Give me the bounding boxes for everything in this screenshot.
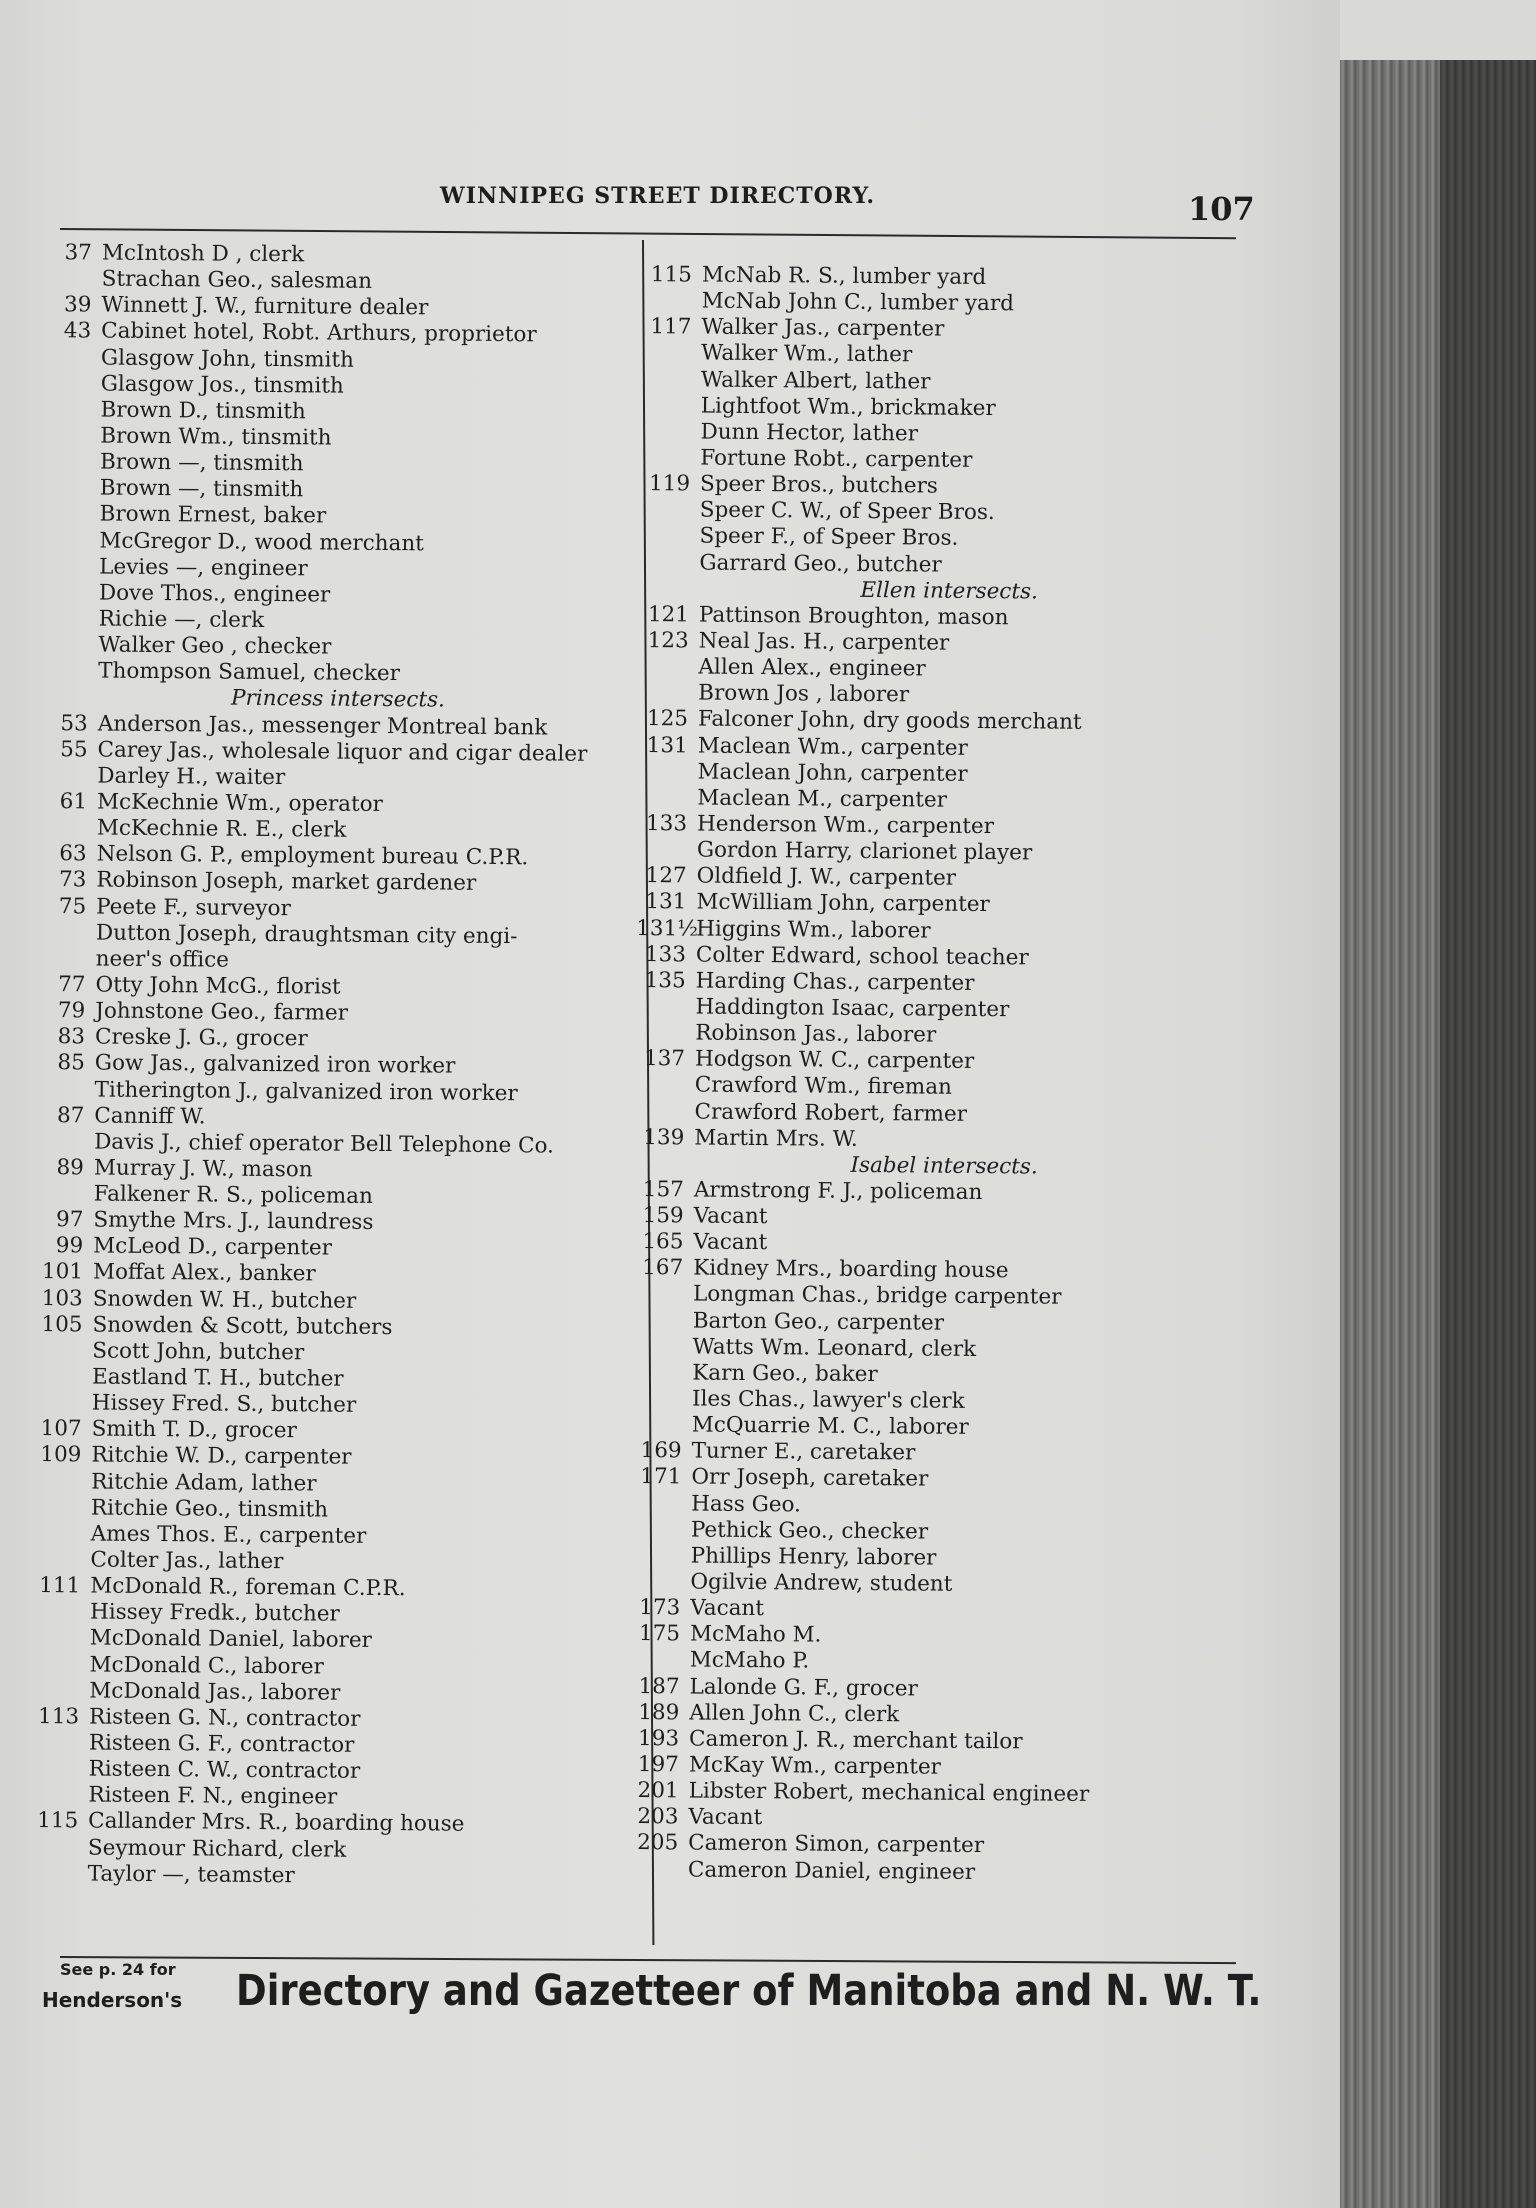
house-number: 127	[645, 863, 687, 889]
house-number: 133	[645, 811, 688, 837]
house-number	[28, 1835, 88, 1862]
house-number	[632, 1360, 692, 1387]
directory-entry	[28, 1861, 628, 1892]
directory-entry	[639, 550, 1259, 582]
footer-see-reference: See p. 24 for	[60, 1960, 176, 1979]
house-number	[638, 680, 698, 707]
resident-entry: Levies —, engineer	[99, 554, 308, 582]
resident-entry: Seymour Richard, clerk	[87, 1835, 347, 1863]
footer-advertisement-title: Directory and Gazetteer of Manitoba and N. W. T.	[236, 1966, 1262, 2016]
resident-entry: Robinson Jas., laborer	[695, 1020, 937, 1048]
house-number	[642, 288, 702, 315]
house-number	[635, 1072, 695, 1099]
resident-entry: McNab R. S., lumber yard	[701, 262, 987, 291]
footer-publisher: Henderson's	[42, 1988, 183, 2012]
page-number: 107	[1188, 190, 1255, 228]
house-number: 173	[639, 1595, 681, 1621]
resident-entry: Risteen G. F., contractor	[88, 1730, 355, 1758]
resident-entry: Longman Chas., bridge carpenter	[692, 1281, 1062, 1311]
resident-entry: Falkener R. S., policeman	[93, 1181, 373, 1209]
house-number: 137	[643, 1046, 686, 1072]
resident-entry: Peete F., surveyor	[96, 894, 291, 921]
resident-entry: Brown D., tinsmith	[100, 397, 306, 425]
house-number: 75	[58, 893, 87, 919]
intersection-heading: Isabel intersects.	[850, 1152, 1038, 1180]
resident-entry: Ritchie Adam, lather	[91, 1469, 317, 1497]
house-number: 61	[59, 789, 88, 815]
resident-entry: Lightfoot Wm., brickmaker	[700, 393, 996, 421]
resident-entry: Johnstone Geo., farmer	[95, 998, 349, 1026]
house-number	[41, 371, 101, 398]
house-number	[40, 449, 100, 476]
resident-entry: Hodgson W. C., carpenter	[694, 1046, 975, 1075]
house-number	[637, 837, 697, 864]
house-number	[31, 1495, 91, 1522]
resident-entry: Walker Albert, lather	[700, 367, 931, 395]
resident-entry: Ogilvie Andrew, student	[690, 1569, 953, 1597]
house-number	[39, 580, 99, 607]
resident-entry: Scott John, butcher	[92, 1338, 305, 1366]
resident-entry: Callander Mrs. R., boarding house	[88, 1808, 465, 1838]
house-number: 99	[55, 1233, 84, 1259]
resident-entry: Neal Jas. H., carpenter	[698, 628, 950, 656]
house-number: 193	[637, 1725, 680, 1752]
resident-entry: Risteen G. N., contractor	[89, 1704, 361, 1732]
house-number	[640, 445, 700, 472]
resident-entry: Speer F., of Speer Bros.	[699, 523, 959, 552]
house-number	[40, 397, 100, 424]
resident-entry: Cabinet hotel, Robt. Arthurs, proprietor	[101, 318, 537, 348]
resident-entry: Colter Jas., lather	[90, 1547, 284, 1575]
house-number	[633, 1281, 693, 1308]
house-number	[631, 1491, 691, 1518]
resident-entry: Harding Chas., carpenter	[695, 968, 975, 996]
house-number	[630, 1569, 690, 1596]
resident-entry: Davis J., chief operator Bell Telephone Co.	[94, 1129, 555, 1159]
house-number: 131½	[636, 915, 699, 942]
resident-entry: Anderson Jas., messenger Montreal bank	[97, 711, 548, 740]
house-number	[32, 1390, 92, 1417]
resident-entry: Carey Jas., wholesale liquor and cigar dealer	[97, 737, 588, 767]
resident-entry: Taylor —, teamster	[87, 1861, 295, 1888]
house-number	[29, 1652, 89, 1679]
resident-entry: Gordon Harry, clarionet player	[696, 837, 1033, 866]
resident-entry: Iles Chas., lawyer's clerk	[691, 1386, 965, 1414]
resident-entry: McKechnie Wm., operator	[96, 789, 384, 817]
resident-entry: Cameron J. R., merchant tailor	[689, 1726, 1023, 1755]
house-number	[41, 345, 101, 372]
house-number: 43	[63, 318, 92, 344]
resident-entry: Cameron Daniel, engineer	[687, 1857, 976, 1885]
house-number: 73	[58, 867, 87, 893]
resident-entry: Armstrong F. J., policeman	[693, 1177, 983, 1205]
house-number: 119	[648, 471, 691, 497]
house-number: 115	[37, 1808, 79, 1834]
resident-entry: Orr Joseph, caretaker	[691, 1464, 929, 1493]
house-number: 109	[40, 1442, 82, 1468]
resident-entry: Thompson Samuel, checker	[98, 658, 401, 687]
house-number: 131	[645, 889, 687, 915]
house-number	[632, 1334, 692, 1361]
resident-entry: Speer C. W., of Speer Bros.	[699, 497, 995, 526]
resident-entry: Hissey Fredk., butcher	[89, 1599, 340, 1627]
house-number	[30, 1625, 90, 1652]
resident-entry: Vacant	[690, 1595, 765, 1622]
house-number	[39, 554, 99, 581]
house-number	[638, 654, 698, 681]
house-number: 39	[63, 292, 92, 318]
resident-entry: McDonald Daniel, laborer	[89, 1625, 373, 1654]
resident-entry: Crawford Robert, farmer	[694, 1098, 968, 1127]
resident-entry: Smith T. D., grocer	[91, 1416, 297, 1444]
house-number	[34, 1076, 94, 1103]
resident-entry: Kidney Mrs., boarding house	[693, 1255, 1009, 1284]
resident-entry: Walker Jas., carpenter	[701, 314, 945, 342]
house-number	[628, 1857, 688, 1884]
house-number: 167	[642, 1255, 684, 1281]
house-number	[42, 266, 102, 293]
house-number: 103	[41, 1285, 83, 1312]
house-number: 197	[637, 1752, 679, 1778]
house-number	[637, 785, 697, 812]
house-number: 107	[40, 1416, 82, 1442]
resident-entry: McDonald R., foreman C.P.R.	[90, 1573, 406, 1602]
house-number	[29, 1730, 89, 1757]
house-number: 37	[64, 240, 92, 266]
house-number	[29, 1756, 89, 1783]
resident-entry: Maclean M., carpenter	[697, 785, 948, 813]
house-number: 139	[643, 1124, 685, 1151]
resident-entry: Brown —, tinsmith	[99, 449, 304, 477]
resident-entry: McMaho M.	[689, 1621, 822, 1648]
resident-entry: Barton Geo., carpenter	[692, 1308, 945, 1336]
house-number	[632, 1412, 692, 1439]
resident-entry: Haddington Isaac, carpenter	[695, 994, 1010, 1023]
house-number	[38, 632, 98, 659]
resident-entry: Dove Thos., engineer	[98, 580, 331, 608]
house-number: 201	[637, 1778, 679, 1804]
house-number: 105	[41, 1311, 83, 1338]
house-number: 121	[647, 601, 690, 628]
resident-entry: Hass Geo.	[691, 1491, 802, 1518]
house-number	[640, 497, 700, 524]
house-number: 55	[60, 736, 88, 763]
resident-entry: Gow Jas., galvanized iron worker	[94, 1050, 456, 1079]
house-number	[40, 475, 100, 502]
resident-entry: Risteen C. W., contractor	[88, 1756, 361, 1784]
house-number: 171	[640, 1464, 682, 1490]
house-number	[640, 419, 700, 446]
resident-entry: Speer Bros., butchers	[699, 471, 938, 499]
house-number: 187	[638, 1673, 680, 1699]
house-number	[28, 1861, 88, 1888]
house-number: 79	[57, 998, 86, 1024]
house-number	[39, 501, 99, 528]
resident-entry: Moffat Alex., banker	[92, 1259, 316, 1287]
resident-entry: Vacant	[693, 1229, 768, 1256]
resident-entry: Glasgow Jos., tinsmith	[100, 371, 344, 399]
house-number	[40, 423, 100, 450]
resident-entry: Brown —, tinsmith	[99, 475, 304, 503]
house-number: 175	[638, 1621, 681, 1647]
house-number: 157	[642, 1176, 685, 1203]
house-number	[639, 550, 699, 577]
directory-entry	[628, 1857, 1248, 1889]
resident-entry: Smythe Mrs. J., laundress	[93, 1207, 374, 1236]
resident-entry: Glasgow John, tinsmith	[100, 345, 354, 373]
house-number: 97	[55, 1207, 84, 1233]
intersection-heading: Ellen intersects.	[860, 577, 1039, 605]
house-number	[641, 340, 701, 367]
resident-entry: McNab John C., lumber yard	[701, 288, 1015, 317]
house-number: 169	[640, 1438, 682, 1464]
house-number	[631, 1543, 691, 1570]
house-number: 89	[56, 1155, 85, 1181]
resident-entry: Allen Alex., engineer	[698, 654, 926, 682]
resident-entry: Maclean Wm., carpenter	[697, 733, 968, 761]
resident-entry: Colter Edward, school teacher	[695, 942, 1029, 971]
resident-entry: Canniff W.	[94, 1103, 206, 1130]
resident-entry: Martin Mrs. W.	[694, 1125, 858, 1152]
house-number: 53	[60, 710, 88, 736]
intersection-heading: Princess intersects.	[230, 686, 446, 713]
resident-entry: Ritchie Geo., tinsmith	[90, 1495, 329, 1523]
resident-entry: Pethick Geo., checker	[690, 1517, 929, 1545]
resident-entry: Fortune Robt., carpenter	[700, 445, 973, 473]
house-number	[31, 1469, 91, 1496]
house-number	[39, 528, 99, 555]
resident-entry: Creske J. G., grocer	[94, 1024, 308, 1052]
house-number: 125	[646, 706, 689, 732]
house-number: 131	[646, 732, 688, 758]
book-cover-edge	[1440, 60, 1536, 2208]
resident-entry: Brown Ernest, baker	[99, 501, 327, 529]
resident-entry: Falconer John, dry goods merchant	[697, 706, 1082, 736]
resident-entry: Titherington J., galvanized iron worker	[94, 1076, 518, 1106]
resident-entry: Risteen F. N., engineer	[88, 1782, 338, 1810]
house-number	[30, 1599, 90, 1626]
resident-entry: Strachan Geo., salesman	[101, 266, 373, 295]
resident-entry: Lalonde G. F., grocer	[689, 1674, 918, 1702]
house-number	[641, 367, 701, 394]
resident-entry: Winnett J. W., furniture dealer	[101, 292, 429, 321]
resident-entry: Robinson Joseph, market gardener	[96, 867, 477, 897]
resident-entry: Garrard Geo., butcher	[699, 550, 942, 578]
resident-entry: Snowden W. H., butcher	[92, 1286, 357, 1314]
directory-entry	[634, 1125, 1254, 1157]
resident-entry: McDonald Jas., laborer	[89, 1678, 341, 1706]
resident-entry: Oldfield J. W., carpenter	[696, 863, 957, 891]
house-number: 101	[41, 1259, 84, 1285]
page-title: WINNIPEG STREET DIRECTORY.	[440, 183, 875, 209]
resident-entry: McGregor D., wood merchant	[99, 528, 424, 556]
house-number: 159	[642, 1203, 684, 1229]
house-number: 189	[638, 1699, 680, 1726]
house-number	[637, 759, 697, 786]
resident-entry: McDonald C., laborer	[89, 1652, 324, 1680]
resident-entry: Maclean John, carpenter	[697, 759, 968, 787]
house-number: 205	[637, 1830, 679, 1856]
resident-entry: Hissey Fred. S., butcher	[91, 1390, 357, 1418]
resident-entry: McKechnie R. E., clerk	[96, 815, 347, 843]
resident-entry: Brown Jos , laborer	[698, 680, 910, 708]
house-number	[32, 1364, 92, 1391]
resident-entry: Pattinson Broughton, mason	[698, 602, 1009, 631]
resident-entry: McQuarrie M. C., laborer	[691, 1412, 969, 1441]
house-number: 77	[58, 972, 86, 998]
house-number	[633, 1308, 693, 1335]
resident-entry: McMaho P.	[689, 1647, 810, 1674]
house-number: 115	[650, 262, 692, 288]
house-number: 87	[56, 1102, 85, 1129]
house-number: 85	[57, 1050, 85, 1076]
resident-entry: Eastland T. H., butcher	[91, 1364, 344, 1392]
house-number	[31, 1521, 91, 1548]
resident-entry: Brown Wm., tinsmith	[100, 423, 332, 451]
house-number: 113	[37, 1703, 80, 1730]
house-number	[28, 1782, 88, 1809]
resident-entry: Phillips Henry, laborer	[690, 1543, 937, 1571]
resident-entry: McKay Wm., carpenter	[688, 1752, 942, 1780]
house-number: 165	[642, 1229, 684, 1255]
resident-entry: Dunn Hector, lather	[700, 419, 919, 447]
house-number: 135	[644, 967, 686, 994]
resident-entry: Walker Geo , checker	[98, 632, 332, 660]
directory-entry	[38, 658, 638, 689]
house-number: 203	[637, 1804, 679, 1830]
resident-entry: Murray J. W., mason	[93, 1155, 313, 1183]
resident-entry: McLeod D., carpenter	[93, 1233, 333, 1261]
house-number	[639, 523, 699, 550]
house-number	[38, 658, 98, 685]
resident-entry: Darley H., waiter	[97, 763, 286, 790]
resident-entry: Dutton Joseph, draughtsman city engi-	[95, 920, 518, 949]
house-number	[630, 1647, 690, 1674]
house-number: 133	[644, 941, 687, 968]
resident-entry: Higgins Wm., laborer	[696, 916, 931, 944]
left-column	[28, 240, 642, 1892]
resident-entry: Libster Robert, mechanical engineer	[688, 1778, 1090, 1808]
house-number	[634, 1098, 694, 1125]
house-number	[39, 606, 99, 633]
house-number	[37, 815, 97, 842]
house-number	[641, 393, 701, 420]
resident-entry: Otty John McG., florist	[95, 972, 341, 1000]
right-column	[628, 262, 1262, 1888]
house-number	[30, 1547, 90, 1574]
house-number: 117	[650, 314, 692, 340]
resident-entry: Snowden & Scott, butchers	[92, 1312, 393, 1340]
resident-entry: Vacant	[688, 1804, 763, 1831]
house-number	[631, 1517, 691, 1544]
house-number	[632, 1386, 692, 1413]
resident-entry: Walker Wm., lather	[701, 340, 913, 368]
resident-entry: Crawford Wm., fireman	[694, 1072, 953, 1101]
resident-entry: McIntosh D , clerk	[101, 240, 305, 268]
house-number: 63	[59, 841, 87, 867]
resident-entry: Cameron Simon, carpenter	[688, 1830, 985, 1859]
resident-entry: Richie —, clerk	[98, 606, 265, 633]
house-number: 83	[57, 1024, 86, 1050]
house-number	[34, 1181, 94, 1208]
house-number	[635, 994, 695, 1021]
resident-entry: neer's office	[95, 946, 230, 973]
resident-entry: Nelson G. P., employment bureau C.P.R.	[96, 841, 529, 871]
house-number: 123	[647, 628, 689, 654]
house-number	[635, 1020, 695, 1047]
resident-entry: Vacant	[693, 1203, 768, 1230]
resident-entry: Watts Wm. Leonard, clerk	[692, 1334, 977, 1362]
house-number	[32, 1338, 92, 1365]
resident-entry: Turner E., caretaker	[691, 1438, 916, 1466]
resident-entry: Karn Geo., baker	[692, 1360, 878, 1388]
house-number	[36, 946, 96, 973]
house-number: 111	[39, 1573, 81, 1599]
house-number	[36, 920, 96, 947]
resident-entry: Ames Thos. E., carpenter	[90, 1521, 367, 1549]
resident-entry: McWilliam John, carpenter	[696, 889, 990, 918]
house-number	[37, 763, 97, 790]
resident-entry: Ritchie W. D., carpenter	[91, 1442, 352, 1471]
house-number	[29, 1678, 89, 1705]
resident-entry: Allen John C., clerk	[689, 1700, 900, 1728]
resident-entry: Henderson Wm., carpenter	[696, 811, 995, 840]
house-number	[34, 1129, 94, 1156]
